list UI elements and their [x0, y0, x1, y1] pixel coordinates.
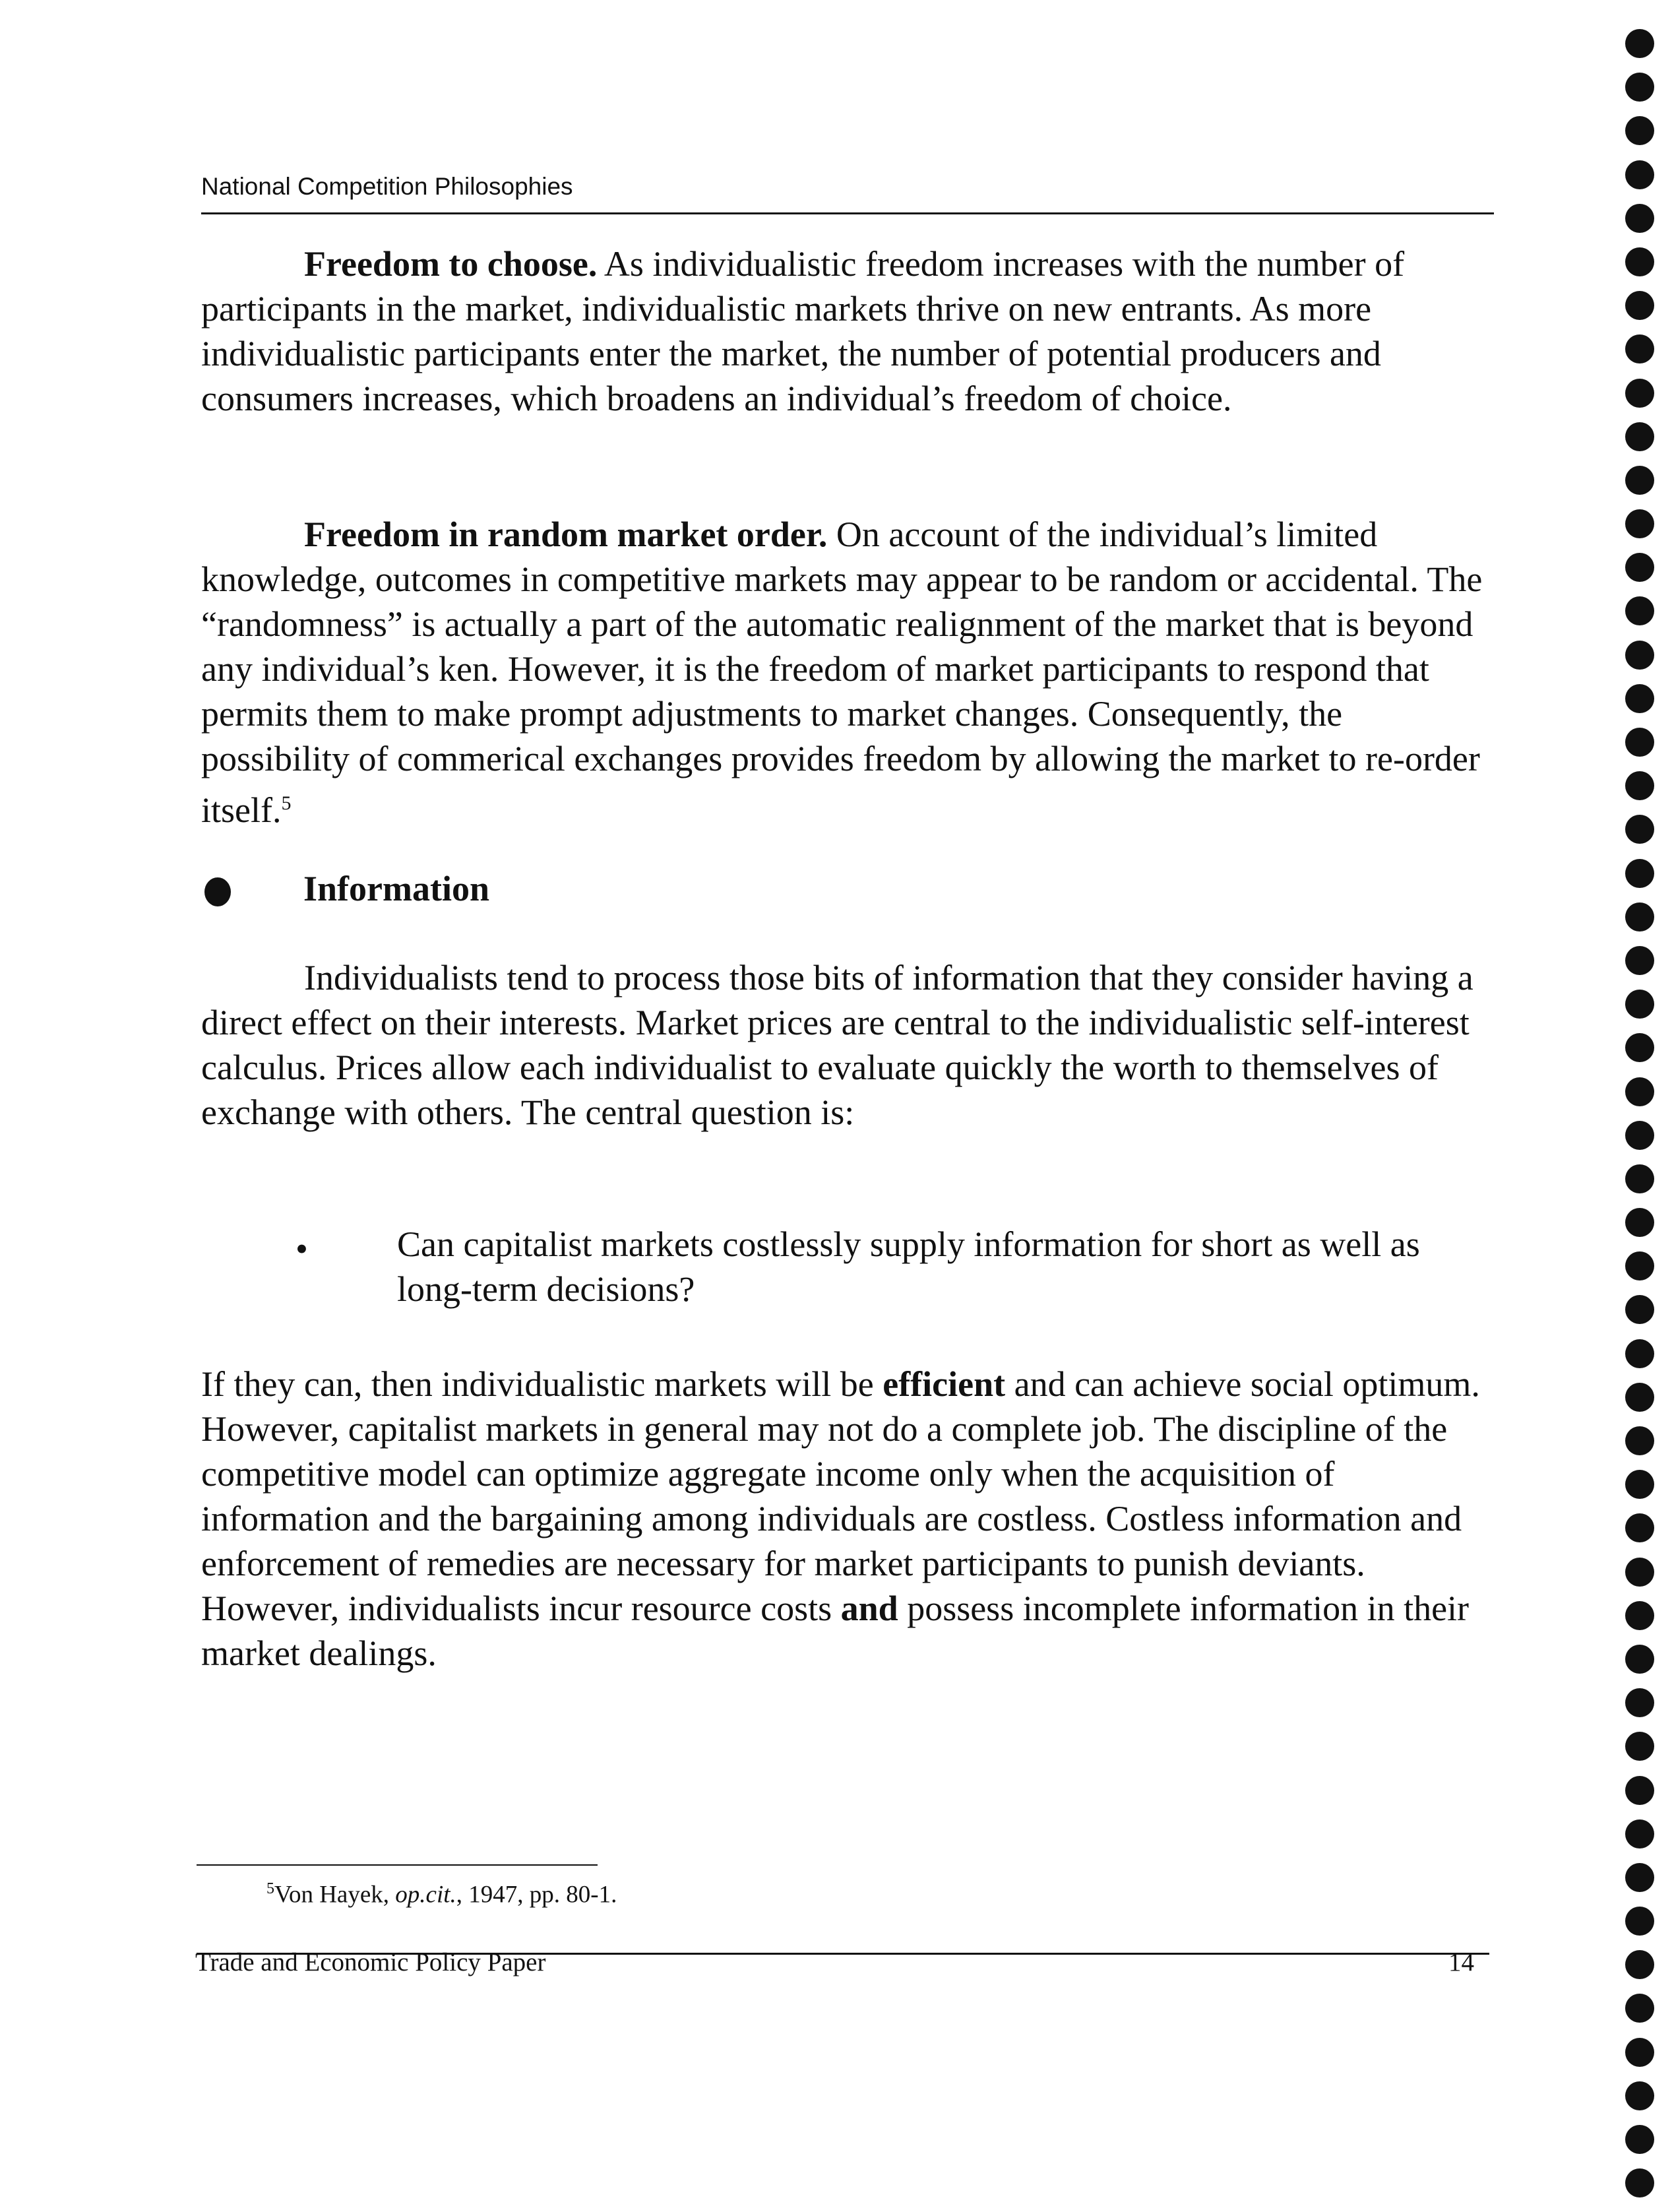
section-bullet-icon [204, 877, 231, 906]
footnote-number: 5 [266, 1880, 274, 1897]
binding-hole-icon [1625, 1295, 1654, 1324]
footnote-author: Von Hayek, [274, 1881, 396, 1909]
binding-hole-icon [1625, 204, 1654, 233]
binding-hole-icon [1625, 641, 1654, 670]
information-intro-text: Individualists tend to process those bits of information that they consider having a direct effect on their interests. Market prices are central to the individualistic self-interest calculus. Prices allow each individualist to evaluate quickly the worth to themselves of exchange with others. The central question is: [201, 958, 1473, 1132]
binding-hole-icon [1625, 1819, 1654, 1849]
binding-hole-icon [1625, 1645, 1654, 1674]
binding-hole-icon [1625, 29, 1654, 58]
footnote-rest: , 1947, pp. 80-1. [456, 1881, 617, 1909]
binding-hole-icon [1625, 2168, 1654, 2197]
bullet-dot-icon: • [295, 1229, 308, 1269]
binding-hole-icon [1625, 990, 1654, 1019]
binding-hole-icon [1625, 73, 1654, 102]
binding-hole-icon [1625, 1688, 1654, 1717]
binding-hole-icon [1625, 291, 1654, 320]
binding-hole-icon [1625, 2038, 1654, 2067]
running-header: National Competition Philosophies [201, 173, 573, 200]
binding-hole-icon [1625, 1601, 1654, 1630]
binding-hole-icon [1625, 771, 1654, 800]
binding-hole-icon [1625, 247, 1654, 276]
binding-hole-icon [1625, 859, 1654, 888]
binding-hole-icon [1625, 1907, 1654, 1936]
footer-title: Trade and Economic Policy Paper [195, 1948, 546, 1976]
binding-hole-icon [1625, 902, 1654, 932]
binding-hole-icon [1625, 1470, 1654, 1499]
binding-hole-icon [1625, 946, 1654, 975]
binding-hole-icon [1625, 684, 1654, 713]
footnote-citation: op.cit. [395, 1881, 456, 1909]
binding-hole-icon [1625, 160, 1654, 189]
binding-hole-icon [1625, 553, 1654, 582]
binding-hole-icon [1625, 1426, 1654, 1455]
binding-hole-icon [1625, 1251, 1654, 1280]
conclusion-text-3: possess incomplete information in their market dealings. [201, 1589, 1470, 1673]
binding-hole-icon [1625, 1077, 1654, 1106]
binding-holes [1625, 29, 1665, 2212]
paragraph-information-conclusion [201, 1362, 1494, 1676]
header-rule [201, 212, 1494, 214]
conclusion-text-1: If they can, then individualistic markets will be [201, 1364, 883, 1404]
binding-hole-icon [1625, 334, 1654, 363]
binding-hole-icon [1625, 1164, 1654, 1193]
binding-hole-icon [1625, 1558, 1654, 1587]
bold-efficient: efficient [883, 1364, 1006, 1404]
binding-hole-icon [1625, 509, 1654, 538]
binding-hole-icon [1625, 815, 1654, 844]
binding-hole-icon [1625, 116, 1654, 145]
binding-hole-icon [1625, 1732, 1654, 1761]
footnote-reference: 5 [281, 792, 292, 814]
paragraph-information-intro [201, 955, 1494, 1135]
binding-hole-icon [1625, 1513, 1654, 1542]
binding-hole-icon [1625, 728, 1654, 757]
footnote [266, 1880, 617, 1909]
paragraph-freedom-random-order [201, 512, 1494, 833]
binding-hole-icon [1625, 2081, 1654, 2110]
conclusion-text-2: and can achieve social optimum. However, capitalist markets in general may not do a complete job. The discipline of the competitive model can optimize aggregate income only when the acquisition of information and the bargaining among individuals are costless. Costless information and enforcement of remedies are necessary for market participants to punish deviants. However, individualists incur resource costs [201, 1364, 1480, 1628]
binding-hole-icon [1625, 2125, 1654, 2154]
heading-information: Information [303, 869, 489, 908]
binding-hole-icon [1625, 1033, 1654, 1062]
binding-hole-icon [1625, 1863, 1654, 1892]
heading-freedom-to-choose: Freedom to choose. [304, 244, 598, 284]
binding-hole-icon [1625, 1950, 1654, 1979]
bullet-question: Can capitalist markets costlessly supply information for short as well as long-term decisions? [397, 1224, 1420, 1309]
paragraph-freedom-to-choose [201, 241, 1494, 421]
binding-hole-icon [1625, 466, 1654, 495]
binding-hole-icon [1625, 1208, 1654, 1237]
binding-hole-icon [1625, 1994, 1654, 2023]
binding-hole-icon [1625, 422, 1654, 451]
binding-hole-icon [1625, 379, 1654, 408]
binding-hole-icon [1625, 1121, 1654, 1150]
binding-hole-icon [1625, 1776, 1654, 1805]
freedom-random-order-text: On account of the individual’s limited knowledge, outcomes in competitive markets may appear to be random or accidental. The “randomness” is actually a part of the automatic realignment of the market that is beyond any individual’s ken. However, it is the freedom of market participants to respond that permits them to make prompt adjustments to market changes. Consequently, the possibility of commerical exchanges provides freedom by allowing the market to re-order itself. [201, 515, 1483, 830]
binding-hole-icon [1625, 596, 1654, 625]
page-number: 14 [1448, 1948, 1474, 1976]
footnote-separator [197, 1864, 598, 1866]
binding-hole-icon [1625, 1339, 1654, 1368]
binding-hole-icon [1625, 1383, 1654, 1412]
bold-and: and [840, 1589, 898, 1628]
freedom-to-choose-text: As individualistic freedom increases with the number of participants in the market, individualistic markets thrive on new entrants. As more individualistic participants enter the market, the number of potential producers and consumers increases, which broadens an individual’s freedom of choice. [201, 244, 1405, 418]
heading-freedom-random-order: Freedom in random market order. [304, 515, 828, 554]
